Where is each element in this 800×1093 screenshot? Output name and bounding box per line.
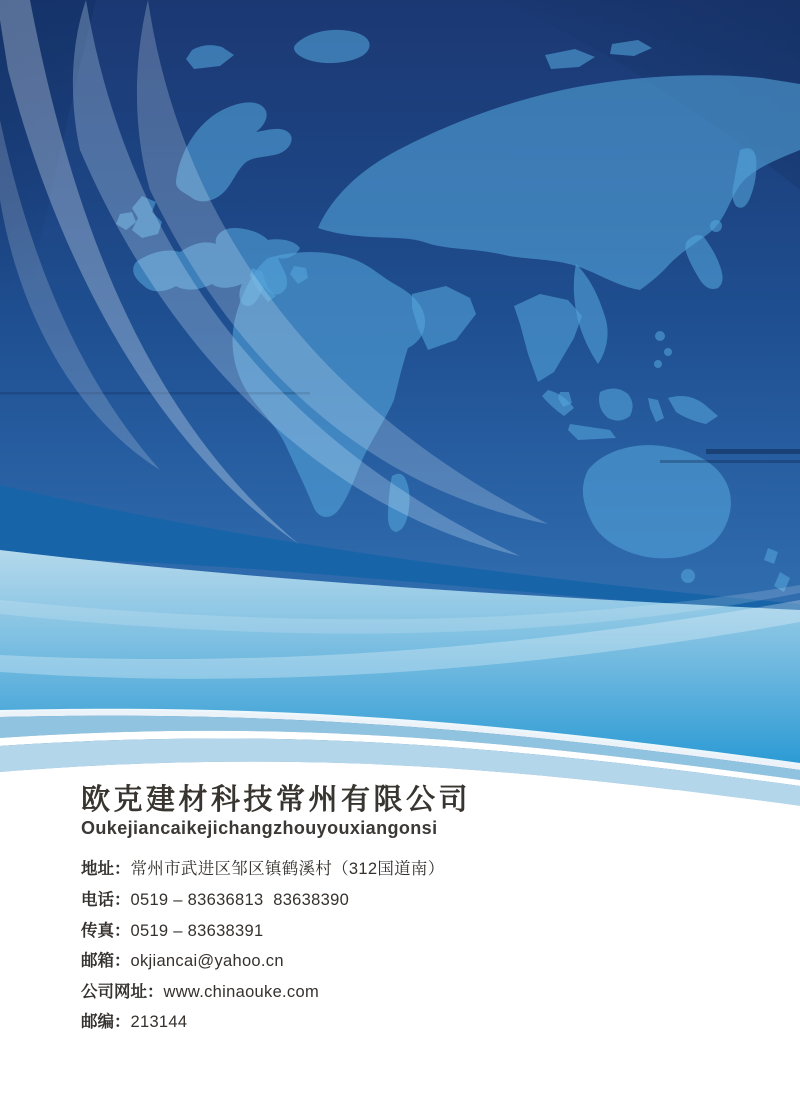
map-philippines-3 bbox=[654, 360, 662, 368]
contact-row bbox=[81, 885, 471, 916]
contact-label: 传真： bbox=[81, 921, 131, 940]
map-philippines-2 bbox=[664, 348, 672, 356]
contact-value: okjiancai@yahoo.cn bbox=[130, 952, 284, 971]
contact-row bbox=[81, 977, 471, 1008]
streak-line-3 bbox=[660, 460, 800, 463]
contact-label: 地址： bbox=[81, 860, 131, 879]
contact-value: 213144 bbox=[130, 1013, 188, 1032]
company-info-block bbox=[81, 784, 471, 1038]
contact-row bbox=[81, 946, 471, 977]
company-name: 欧克建材科技常州有限公司 bbox=[81, 784, 472, 816]
contact-value: 0519 – 83636813 83638390 bbox=[130, 890, 350, 909]
contact-row bbox=[81, 916, 471, 947]
contact-value: www.chinaouke.com bbox=[163, 982, 320, 1001]
contact-label: 电话： bbox=[81, 890, 131, 909]
contact-value: 0519 – 83638391 bbox=[130, 921, 264, 940]
contact-row bbox=[81, 1007, 471, 1038]
contact-value: 常州市武进区邹区镇鹤溪村（312国道南） bbox=[130, 860, 445, 879]
contact-label: 邮箱： bbox=[81, 952, 131, 971]
map-tasmania bbox=[681, 569, 695, 583]
contact-list bbox=[81, 854, 471, 1038]
streak-line-2 bbox=[706, 449, 800, 454]
contact-row bbox=[81, 854, 471, 885]
company-name-pinyin: Oukejiancaikejichangzhouyouxiangonsi bbox=[81, 818, 438, 839]
map-hokkaido bbox=[710, 220, 722, 232]
map-philippines-1 bbox=[655, 331, 665, 341]
contact-label: 邮编： bbox=[81, 1013, 131, 1032]
contact-label: 公司网址： bbox=[81, 982, 164, 1001]
